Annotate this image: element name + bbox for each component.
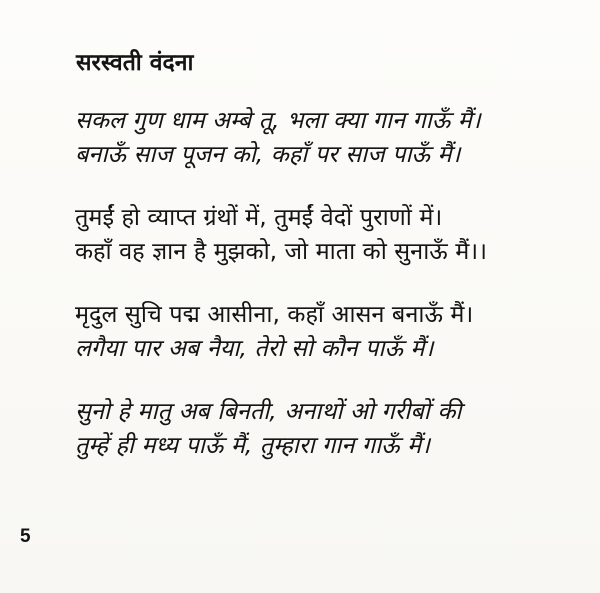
- page-number: 5: [20, 526, 31, 547]
- poem-line: सकल गुण धाम अम्बे तू, भला क्या गान गाऊँ मैं।: [75, 106, 481, 134]
- poem-line: लगैया पार अब नैया, तेरो सो कौन पाऊँ मैं।: [75, 334, 434, 362]
- poem-line: बनाऊँ साज पूजन को, कहाँ पर साज पाऊँ मैं।: [75, 140, 461, 168]
- poem-line: कहाँ वह ज्ञान है मुझको, जो माता को सुनाऊँ मैं।।: [75, 237, 488, 265]
- stanza: [75, 103, 481, 171]
- poem-line: सुनो हे मातु अब बिनती, अनाथों ओ गरीबों की: [75, 397, 462, 425]
- poem-line: तुमईं हो व्याप्त ग्रंथों में, तुमईं वेदों पुराणों में।: [75, 203, 443, 231]
- stanza: [75, 297, 473, 365]
- stanza: [75, 200, 487, 268]
- poem-line: मृदुल सुचि पद्म आसीना, कहाँ आसन बनाऊँ मैं।: [75, 300, 474, 328]
- poem-line: तुम्हें ही मध्य पाऊँ मैं, तुम्हारा गान गाऊँ मैं।: [75, 431, 431, 459]
- poem-title: सरस्वती वंदना: [76, 50, 194, 76]
- stanza: [75, 394, 461, 462]
